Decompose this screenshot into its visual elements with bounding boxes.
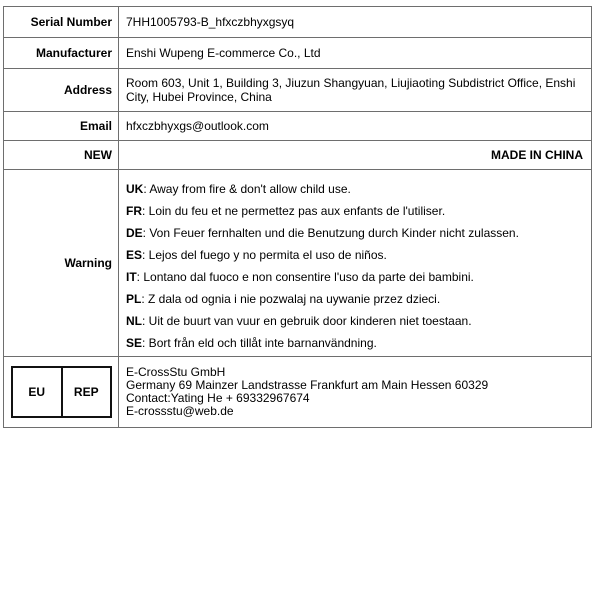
email-row bbox=[4, 112, 592, 141]
warning-label: Warning bbox=[4, 170, 119, 357]
serial-row bbox=[4, 7, 592, 38]
lang-code: ES bbox=[126, 247, 143, 262]
condition-label: NEW bbox=[4, 141, 119, 170]
serial-value: 7HH1005793-B_hfxczbhyxgsyq bbox=[119, 7, 592, 38]
warning-text: : Bort från eld och tillåt inte barnanvändning. bbox=[142, 335, 377, 350]
rep-badge-label: REP bbox=[73, 385, 99, 399]
warning-line-uk bbox=[126, 178, 585, 200]
eu-rep-badge-cell bbox=[4, 357, 119, 428]
manufacturer-row bbox=[4, 38, 592, 69]
serial-label: Serial Number bbox=[4, 7, 119, 38]
rep-address: Germany 69 Mainzer Landstrasse Frankfurt am Main Hessen 60329 bbox=[126, 378, 489, 392]
manufacturer-label: Manufacturer bbox=[4, 38, 119, 69]
warning-cell bbox=[119, 170, 592, 357]
email-value: hfxczbhyxgs@outlook.com bbox=[119, 112, 592, 141]
warning-list bbox=[126, 171, 585, 356]
warning-line-nl bbox=[126, 310, 585, 332]
warning-text: : Uit de buurt van vuur en gebruik door kinderen niet toestaan. bbox=[142, 313, 472, 328]
warning-line-fr bbox=[126, 200, 585, 222]
product-label-table bbox=[3, 6, 592, 428]
warning-text: : Loin du feu et ne permettez pas aux enfants de l'utiliser. bbox=[142, 203, 446, 218]
warning-line-se bbox=[126, 332, 585, 354]
warning-row bbox=[4, 170, 592, 357]
warning-text: : Von Feuer fernhalten und die Benutzung durch Kinder nicht zulassen. bbox=[142, 225, 519, 240]
eu-badge-label: EU bbox=[13, 368, 63, 416]
address-value: Room 603, Unit 1, Building 3, Jiuzun Shangyuan, Liujiaoting Subdistrict Office, Enshi City, Hubei Province, China bbox=[119, 69, 592, 112]
warning-line-it bbox=[126, 266, 585, 288]
eu-rep-row bbox=[4, 357, 592, 428]
warning-text: : Lejos del fuego y no permita el uso de niños. bbox=[142, 247, 387, 262]
lang-code: FR bbox=[126, 203, 142, 218]
lang-code: NL bbox=[126, 313, 142, 328]
lang-code: IT bbox=[126, 269, 137, 284]
warning-text: : Away from fire & don't allow child use. bbox=[143, 181, 351, 196]
email-label: Email bbox=[4, 112, 119, 141]
warning-line-es bbox=[126, 244, 585, 266]
manufacturer-value: Enshi Wupeng E-commerce Co., Ltd bbox=[119, 38, 592, 69]
address-row bbox=[4, 69, 592, 112]
warning-line-pl bbox=[126, 288, 585, 310]
condition-row bbox=[4, 141, 592, 170]
lang-code: SE bbox=[126, 335, 143, 350]
warning-text: : Z dala od ognia i nie pozwalaj na uywanie przez dzieci. bbox=[141, 291, 441, 306]
warning-text: : Lontano dal fuoco e non consentire l'uso da parte dei bambini. bbox=[136, 269, 474, 284]
eu-rep-info bbox=[126, 366, 585, 418]
rep-email: E-crossstu@web.de bbox=[126, 404, 234, 418]
warning-line-de bbox=[126, 222, 585, 244]
rep-contact: Contact:Yating He + 69332967674 bbox=[126, 391, 310, 405]
eu-rep-info-cell bbox=[119, 357, 592, 428]
eu-rep-badge bbox=[11, 366, 112, 418]
rep-company: E-CrossStu GmbH bbox=[126, 365, 226, 379]
address-label: Address bbox=[4, 69, 119, 112]
lang-code: PL bbox=[126, 291, 142, 306]
origin-value: MADE IN CHINA bbox=[119, 141, 592, 170]
lang-code: DE bbox=[126, 225, 143, 240]
lang-code: UK bbox=[126, 181, 144, 196]
